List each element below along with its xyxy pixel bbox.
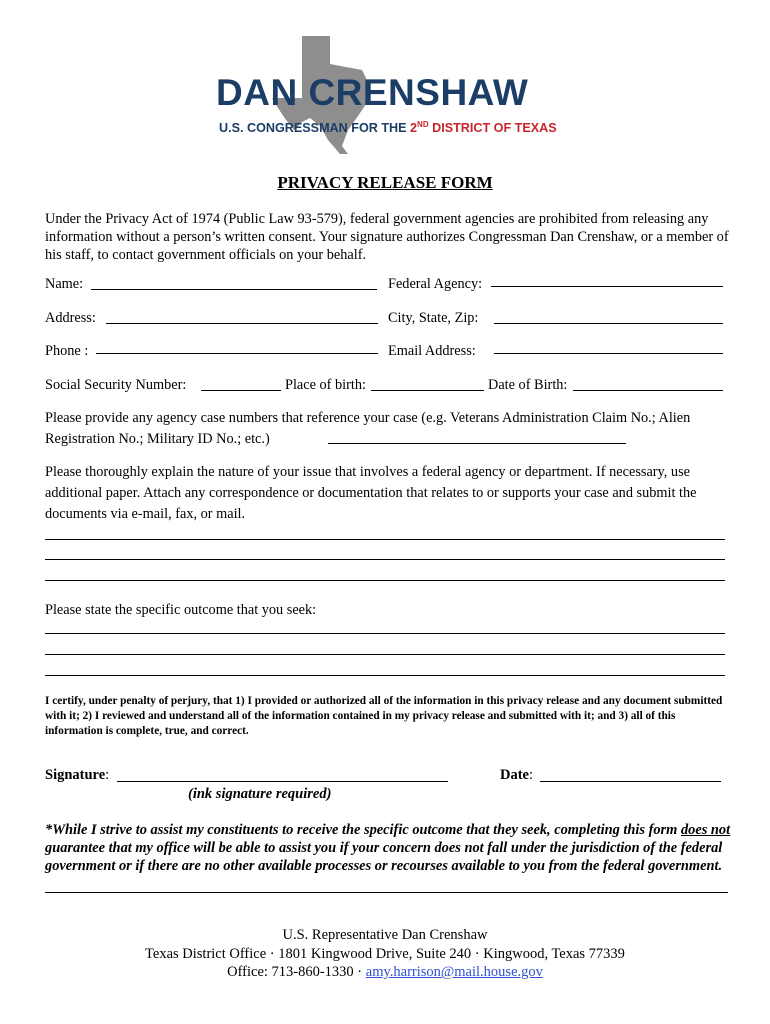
- name-agency-row: [45, 276, 730, 296]
- district-ordinal: ND: [417, 120, 429, 129]
- phone-label: Phone :: [45, 343, 89, 359]
- outcome-line-3[interactable]: [45, 675, 725, 676]
- disclaimer-emphasis: does not: [680, 822, 731, 838]
- city-state-zip-field[interactable]: [494, 323, 723, 324]
- federal-agency-label: Federal Agency:: [388, 276, 483, 292]
- certification-statement: I certify, under penalty of perjury, that 1) I provided or authorized all of the information in this privacy release and any document submitted with it; 2) I reviewed and understand all of the information contained in my privacy release and submitted with it; and 3) all of this information is complete, true, and correct.: [45, 695, 723, 737]
- explain-paragraph: Please thoroughly explain the nature of your issue that involves a federal agency or department. If necessary, use additional paper. Attach any correspondence or documentation that relates to or supports your case and submit the documents via e-mail, fax, or mail.: [45, 464, 697, 522]
- outcome-line-1[interactable]: [45, 633, 725, 634]
- phone-email-row: [45, 343, 730, 363]
- phone-field[interactable]: [96, 353, 378, 354]
- email-field[interactable]: [494, 353, 723, 354]
- date-label: Date: [500, 767, 529, 783]
- disclaimer-part-1: *While I strive to assist my constituents to receive the specific outcome that they seek, completing this form: [45, 822, 681, 838]
- name-label: Name:: [45, 276, 84, 292]
- date-field[interactable]: [540, 781, 721, 782]
- disclaimer: [45, 821, 735, 875]
- signature-colon: :: [105, 767, 110, 783]
- outcome-line-2[interactable]: [45, 654, 725, 655]
- ssn-birth-row: [45, 377, 730, 397]
- ssn-label: Social Security Number:: [45, 377, 187, 393]
- case-numbers-field[interactable]: [328, 443, 626, 444]
- explain-line-1[interactable]: [45, 539, 725, 540]
- ink-signature-note: (ink signature required): [188, 786, 332, 802]
- footer-address: Texas District Office · 1801 Kingwood Drive, Suite 240 · Kingwood, Texas 77339: [145, 945, 625, 962]
- district-name: DISTRICT OF TEXAS: [432, 121, 557, 135]
- date-label-group: [500, 767, 533, 784]
- date-of-birth-label: Date of Birth:: [488, 377, 568, 393]
- form-title: PRIVACY RELEASE FORM: [277, 173, 493, 192]
- address-city-row: [45, 310, 730, 330]
- date-colon: :: [529, 767, 534, 783]
- outcome-paragraph: Please state the specific outcome that you seek:: [45, 602, 317, 618]
- name-field[interactable]: [91, 289, 377, 290]
- signature-field[interactable]: [117, 781, 448, 782]
- signature-label: Signature: [45, 767, 106, 783]
- footer: [0, 926, 770, 982]
- footer-email-link[interactable]: amy.harrison@mail.house.gov: [365, 964, 543, 980]
- federal-agency-field[interactable]: [491, 286, 723, 287]
- logo-subtitle-prefix: U.S. CONGRESSMAN FOR THE: [219, 121, 407, 135]
- footer-contact: [0, 963, 770, 982]
- logo-name: DAN CRENSHAW: [216, 72, 529, 113]
- place-of-birth-label: Place of birth:: [285, 377, 366, 393]
- address-field[interactable]: [106, 323, 378, 324]
- ssn-field[interactable]: [201, 390, 281, 391]
- district-number: 2: [410, 121, 418, 135]
- disclaimer-rule: [45, 892, 728, 893]
- signature-label-group: [45, 767, 109, 784]
- address-label: Address:: [45, 310, 96, 326]
- crenshaw-logo: [216, 34, 566, 156]
- date-of-birth-field[interactable]: [573, 390, 723, 391]
- logo-subtitle: [219, 121, 559, 135]
- footer-phone: Office: 713-860-1330 ·: [227, 964, 366, 980]
- explain-line-2[interactable]: [45, 559, 725, 560]
- intro-paragraph: Under the Privacy Act of 1974 (Public Law 93-579), federal government agencies are prohibited from releasing any information without a person’s written consent. Your signature authorizes Congressman Dan Crenshaw, or a member of his staff, to contact government officials on your behalf.: [45, 211, 729, 263]
- city-state-zip-label: City, State, Zip:: [388, 310, 479, 326]
- logo-subtitle-district: [410, 121, 557, 135]
- footer-representative: U.S. Representative Dan Crenshaw: [282, 927, 488, 943]
- case-numbers-text: Please provide any agency case numbers that reference your case (e.g. Veterans Administration Claim No.; Alien Registration No.; Military ID No.; etc.): [45, 410, 691, 447]
- explain-line-3[interactable]: [45, 580, 725, 581]
- disclaimer-part-2: guarantee that my office will be able to assist you if your concern does not fall under the jurisdiction of the federal government or if there are no other available processes or recourses available to you from the federal government.: [45, 840, 723, 874]
- place-of-birth-field[interactable]: [371, 390, 484, 391]
- email-label: Email Address:: [388, 343, 476, 359]
